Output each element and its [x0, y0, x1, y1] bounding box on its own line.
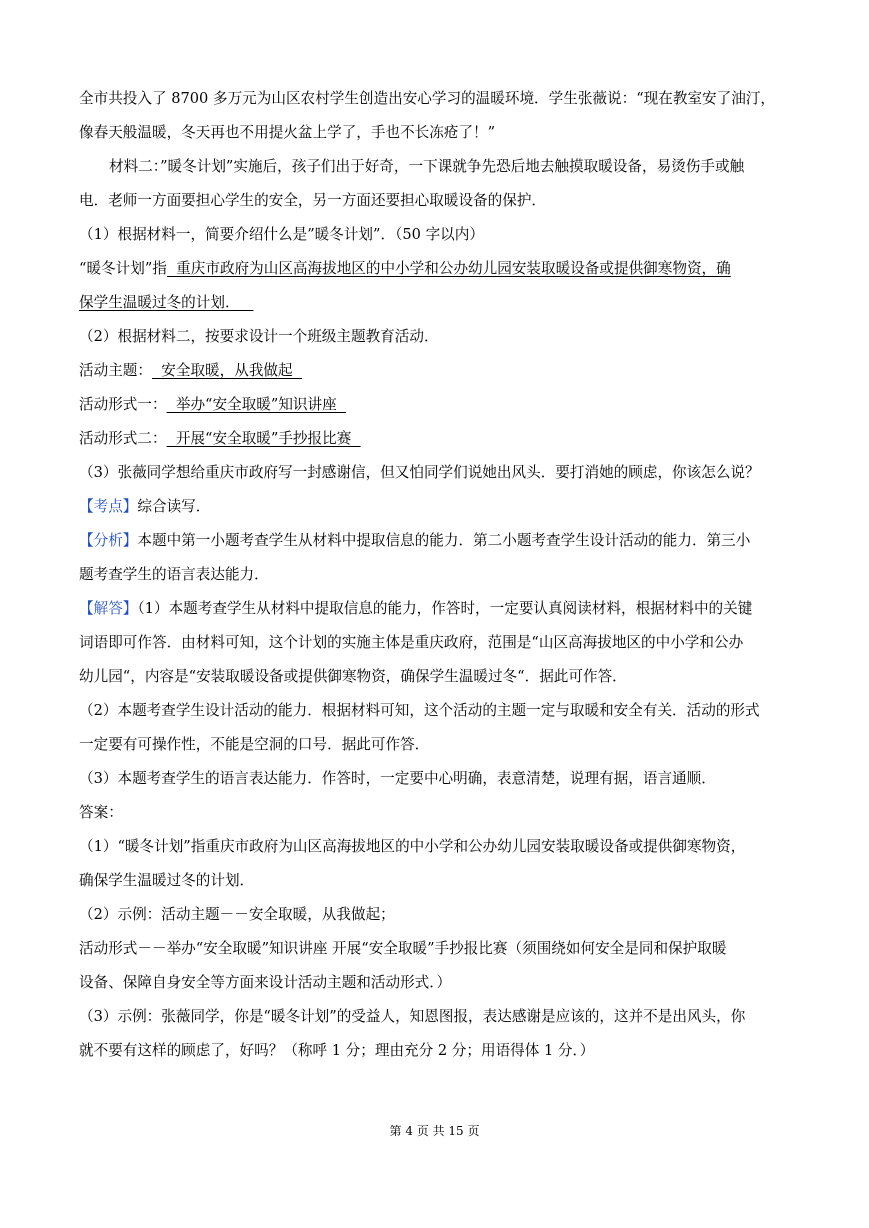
kaodian-text: 综合读写． — [137, 498, 211, 515]
jieda-line: 词语即可作答．由材料可知，这个计划的实施主体是重庆政府，范围是“山区高海拔地区的中小学和公办 — [79, 634, 744, 651]
kaodian-line — [79, 490, 791, 524]
fenxi-tag: 【分析】 — [79, 532, 138, 549]
question-2: （2）根据材料二，按要求设计一个班级主题教育活动． — [79, 328, 439, 345]
jieda-line — [79, 592, 791, 626]
paragraph-line: 像春天般温暖，冬天再也不用提火盆上学了，手也不长冻疮了！” — [79, 124, 496, 141]
jieda-line: （2）本题考查学生设计活动的能力．根据材料可知，这个活动的主题一定与取暖和安全有关．活动的形式 — [79, 702, 760, 719]
answer-heading: 答案： — [79, 804, 123, 821]
activity-theme-label: 活动主题： — [79, 362, 152, 379]
answer-1-fill: 保学生温暖过冬的计划． — [79, 294, 254, 311]
jieda-line: 确保学生温暖过冬的计划． — [79, 872, 255, 889]
jieda-text: （1）本题考查学生从材料中提取信息的能力，作答时，一定要认真阅读材料，根据材料中的关键 — [137, 600, 753, 617]
paragraph-line: 材料二：”暖冬计划”实施后，孩子们出于好奇，一下课就争先恐后地去触摸取暖设备，易烫伤手或触 — [109, 158, 745, 175]
question-3: （3）张薇同学想给重庆市政府写一封感谢信，但又怕同学们说她出风头．要打消她的顾虑，你该怎么说？ — [79, 464, 760, 481]
page-footer: 第 4 页 共 15 页 — [389, 1124, 480, 1138]
activity-form-2-label: 活动形式二： — [79, 430, 167, 447]
paragraph-line: 电．老师一方面要担心学生的安全，另一方面还要担心取暖设备的保护． — [79, 192, 547, 209]
document-body — [79, 82, 791, 1068]
kaodian-tag: 【考点】 — [79, 498, 138, 515]
jieda-line: 设备、保障自身安全等方面来设计活动主题和活动形式．） — [79, 974, 452, 991]
jieda-line: （2）示例：活动主题－－安全取暖，从我做起； — [79, 906, 395, 923]
jieda-line: 一定要有可操作性，不能是空洞的口号．据此可作答． — [79, 736, 430, 753]
activity-form-1-label: 活动形式一： — [79, 396, 167, 413]
jieda-line: 活动形式－－举办“安全取暖”知识讲座 开展“安全取暖”手抄报比赛（须围绕如何安全是同和保护取暖 — [79, 940, 727, 957]
paragraph-line: 全市共投入了 8700 多万元为山区农村学生创造出安心学习的温暖环境．学生张薇说：“现在教室安了油汀， — [79, 90, 776, 107]
answer-1-line — [79, 252, 791, 286]
activity-form-2-line — [79, 422, 791, 456]
jieda-line: 幼儿园“，内容是“安装取暖设备或提供御寒物资，确保学生温暖过冬“．据此可作答． — [79, 668, 627, 685]
activity-theme-value: 安全取暖，从我做起 — [151, 362, 302, 379]
question-1: （1）根据材料一，简要介绍什么是”暖冬计划”．（50 字以内） — [79, 226, 484, 243]
answer-1-fill: 重庆市政府为山区高海拔地区的中小学和公办幼儿园安装取暖设备或提供御寒物资，确 — [166, 260, 731, 277]
answer-1-line — [79, 286, 791, 320]
activity-form-1-value: 举办“安全取暖”知识讲座 — [166, 396, 346, 413]
activity-form-1-line — [79, 388, 791, 422]
activity-theme-line — [79, 354, 791, 388]
jieda-tag: 【解答】 — [79, 600, 138, 617]
jieda-line: （3）示例：张薇同学，你是“暖冬计划”的受益人，知恩图报，表达感谢是应该的，这并不是出风头，你 — [79, 1008, 746, 1025]
fenxi-text: 本题中第一小题考查学生从材料中提取信息的能力．第二小题考查学生设计活动的能力．第三小 — [137, 532, 751, 549]
fenxi-line — [79, 524, 791, 558]
fenxi-line: 题考查学生的语言表达能力． — [79, 566, 269, 583]
answer-1-prefix: “暖冬计划”指 — [79, 260, 167, 277]
activity-form-2-value: 开展“安全取暖”手抄报比赛 — [166, 430, 361, 447]
jieda-line: （1）“暖冬计划”指重庆市政府为山区高海拔地区的中小学和公办幼儿园安装取暖设备或提供御寒物资， — [79, 838, 746, 855]
jieda-line: 就不要有这样的顾虑了，好吗？（称呼 1 分；理由充分 2 分；用语得体 1 分．） — [79, 1042, 595, 1059]
jieda-line: （3）本题考查学生的语言表达能力．作答时，一定要中心明确，表意清楚，说理有据，语言通顺． — [79, 770, 716, 787]
